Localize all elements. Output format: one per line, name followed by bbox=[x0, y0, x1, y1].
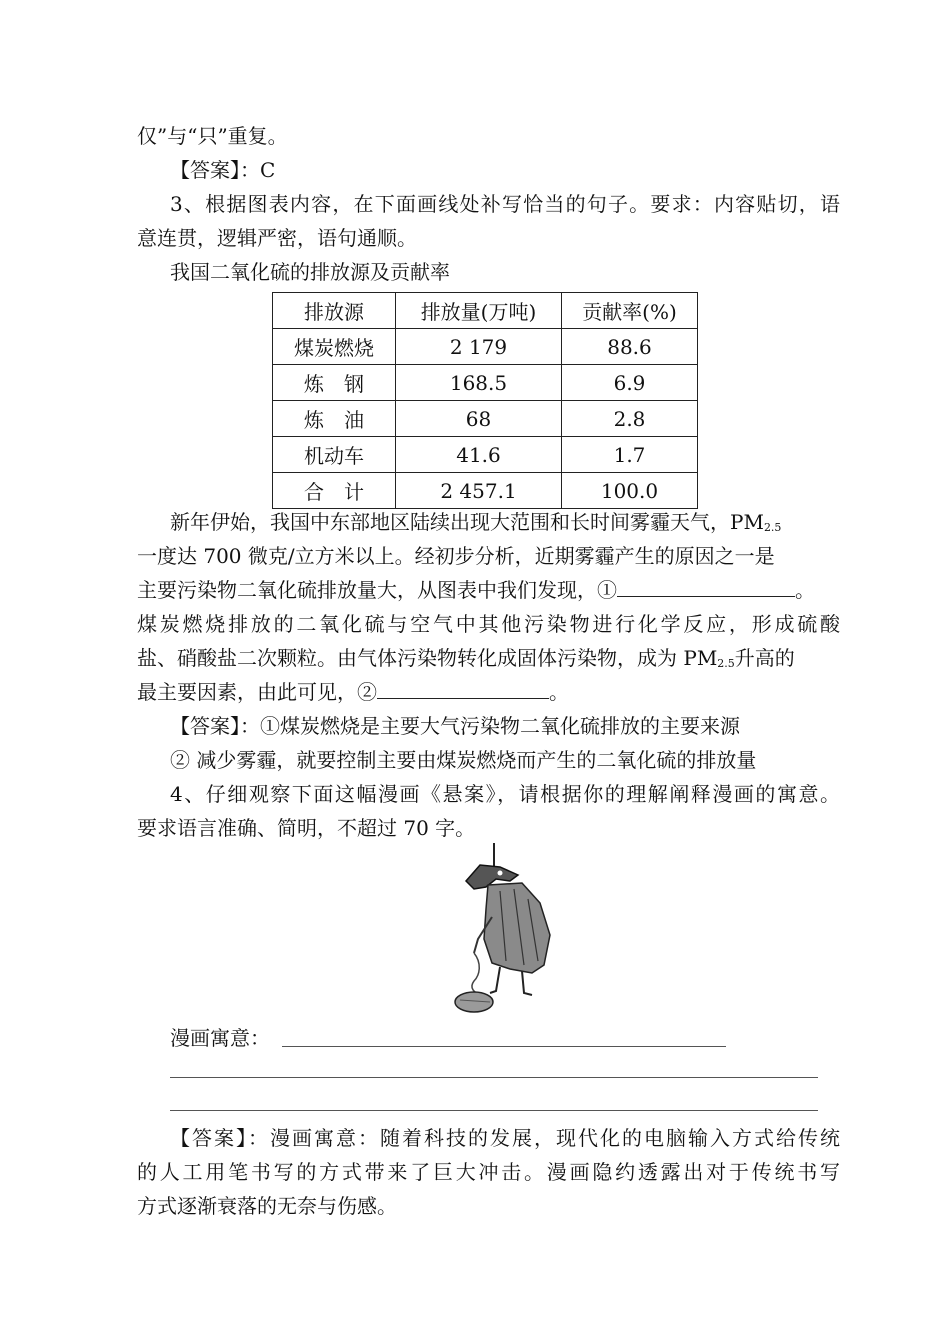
fill-blank-1[interactable] bbox=[617, 576, 795, 597]
table-cell: 2 179 bbox=[396, 329, 562, 365]
passage-line-5 bbox=[137, 644, 795, 678]
passage-text: 主要污染物二氧化硫排放量大，从图表中我们发现，① bbox=[137, 578, 617, 602]
fill-blank-2[interactable] bbox=[377, 678, 549, 699]
passage-text: 最主要因素，由此可见，② bbox=[137, 680, 377, 704]
table-header-row bbox=[273, 293, 698, 329]
table-cell: 2.8 bbox=[562, 401, 698, 437]
question-4-line-1: 4、仔细观察下面这幅漫画《悬案》，请根据你的理解阐释漫画的寓意。 bbox=[170, 782, 840, 806]
meaning-prompt: 漫画寓意： bbox=[170, 1026, 270, 1050]
table-cell: 煤炭燃烧 bbox=[273, 329, 396, 365]
answer-line-1[interactable] bbox=[282, 1046, 726, 1047]
table-cell: 炼 钢 bbox=[273, 365, 396, 401]
passage-text: 升高的 bbox=[734, 646, 795, 670]
passage-line-3 bbox=[137, 576, 815, 604]
table-cell: 炼 油 bbox=[273, 401, 396, 437]
answer-2: 【答案】：C bbox=[170, 158, 276, 182]
table-cell: 68 bbox=[396, 401, 562, 437]
answer-4-line-2: 的人工用笔书写的方式带来了巨大冲击。漫画隐约透露出对于传统书写 bbox=[137, 1160, 840, 1184]
table-cell: 1.7 bbox=[562, 437, 698, 473]
hanging-mouse-cartoon bbox=[440, 843, 570, 1015]
question-4-line-2: 要求语言准确、简明，不超过 70 字。 bbox=[137, 816, 476, 840]
passage-line-2: 一度达 700 微克/立方米以上。经初步分析，近期雾霾产生的原因之一是 bbox=[137, 544, 775, 568]
passage-line-1 bbox=[170, 508, 781, 542]
table-header-cell: 贡献率(%) bbox=[562, 293, 698, 329]
table-row bbox=[273, 437, 698, 473]
passage-line-4: 煤炭燃烧排放的二氧化硫与空气中其他污染物进行化学反应，形成硫酸 bbox=[137, 612, 840, 636]
pm-subscript: 2.5 bbox=[717, 657, 735, 670]
passage-text: 新年伊始，我国中东部地区陆续出现大范围和长时间雾霾天气，PM bbox=[170, 510, 764, 534]
table-header-cell: 排放源 bbox=[273, 293, 396, 329]
table-header-cell: 排放量(万吨) bbox=[396, 293, 562, 329]
question-3-line-2: 意连贯，逻辑严密，语句通顺。 bbox=[137, 226, 417, 250]
table-cell: 机动车 bbox=[273, 437, 396, 473]
answer-line-2[interactable] bbox=[170, 1077, 818, 1078]
answer-4-line-3: 方式逐渐衰落的无奈与伤感。 bbox=[137, 1194, 397, 1218]
question-3-line-1: 3、根据图表内容，在下面画线处补写恰当的句子。要求：内容贴切，语 bbox=[170, 192, 840, 216]
table-cell: 168.5 bbox=[396, 365, 562, 401]
table-row bbox=[273, 329, 698, 365]
emission-table bbox=[272, 292, 698, 509]
table-row bbox=[273, 473, 698, 509]
text-line: 仅”与“只”重复。 bbox=[137, 124, 288, 148]
table-title: 我国二氧化硫的排放源及贡献率 bbox=[170, 260, 450, 284]
table-cell: 88.6 bbox=[562, 329, 698, 365]
pm-subscript: 2.5 bbox=[763, 521, 782, 534]
answer-3-line-2: ② 减少雾霾，就要控制主要由煤炭燃烧而产生的二氧化硫的排放量 bbox=[170, 748, 757, 772]
table-cell: 100.0 bbox=[562, 473, 698, 509]
passage-text: 。 bbox=[795, 578, 815, 602]
passage-text: 。 bbox=[549, 680, 569, 704]
passage-text: 盐、硝酸盐二次颗粒。由气体污染物转化成固体污染物，成为 PM bbox=[137, 646, 718, 670]
table-cell: 41.6 bbox=[396, 437, 562, 473]
table-cell: 2 457.1 bbox=[396, 473, 562, 509]
answer-line-3[interactable] bbox=[170, 1110, 818, 1111]
table-row bbox=[273, 401, 698, 437]
answer-4-line-1: 【答案】：漫画寓意：随着科技的发展，现代化的电脑输入方式给传统 bbox=[170, 1126, 840, 1150]
table-cell: 6.9 bbox=[562, 365, 698, 401]
table-row bbox=[273, 365, 698, 401]
answer-3-line-1: 【答案】：①煤炭燃烧是主要大气污染物二氧化硫排放的主要来源 bbox=[170, 714, 740, 738]
passage-line-6 bbox=[137, 678, 569, 706]
table-cell: 合 计 bbox=[273, 473, 396, 509]
